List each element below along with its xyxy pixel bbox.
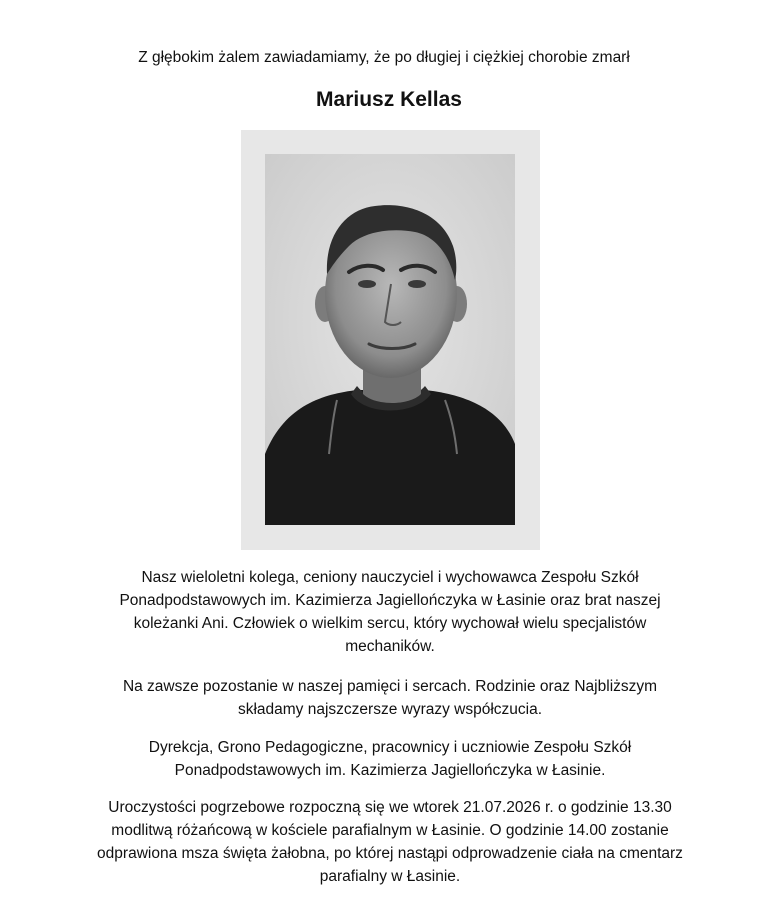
paragraph-signatories — [40, 736, 740, 782]
paragraph-line: Ponadpodstawowych im. Kazimierza Jagiellończyka w Łasinie oraz brat naszej — [119, 592, 661, 609]
paragraph-line: Na zawsze pozostanie w naszej pamięci i sercach. Rodzinie oraz Najbliższym — [122, 678, 658, 695]
portrait-photo — [265, 154, 515, 525]
paragraph-colleague — [40, 566, 740, 658]
deceased-name: Mariusz Kellas — [316, 88, 462, 111]
paragraph-line: Dyrekcja, Grono Pedagogiczne, pracownicy i uczniowie Zespołu Szkół — [148, 739, 632, 756]
paragraph-line: składamy najszczersze wyrazy współczucia. — [237, 701, 543, 718]
portrait-frame — [241, 130, 540, 550]
paragraph-line: mechaników. — [345, 638, 435, 655]
paragraph-line: Ponadpodstawowych im. Kazimierza Jagiellończyka w Łasinie. — [174, 762, 606, 779]
paragraph-line: odprawiona msza święta żałobna, po której nastąpi odprowadzenie ciała na cmentarz — [97, 845, 683, 862]
paragraph-line: modlitwą różańcową w kościele parafialnym w Łasinie. O godzinie 14.00 zostanie — [111, 822, 669, 839]
intro-text: Z głębokim żalem zawiadamiamy, że po długiej i ciężkiej chorobie zmarł — [138, 49, 630, 66]
paragraph-funeral-details — [40, 796, 740, 888]
paragraph-line: Nasz wieloletni kolega, ceniony nauczyciel i wychowawca Zespołu Szkół — [141, 569, 639, 586]
paragraph-line: koleżanki Ani. Człowiek o wielkim sercu, który wychował wielu specjalistów — [133, 615, 647, 632]
paragraph-line: parafialny w Łasinie. — [319, 868, 461, 885]
paragraph-condolences — [40, 675, 740, 721]
paragraph-line: Uroczystości pogrzebowe rozpoczną się we wtorek 21.07.2026 r. o godzinie 13.30 — [108, 799, 672, 816]
